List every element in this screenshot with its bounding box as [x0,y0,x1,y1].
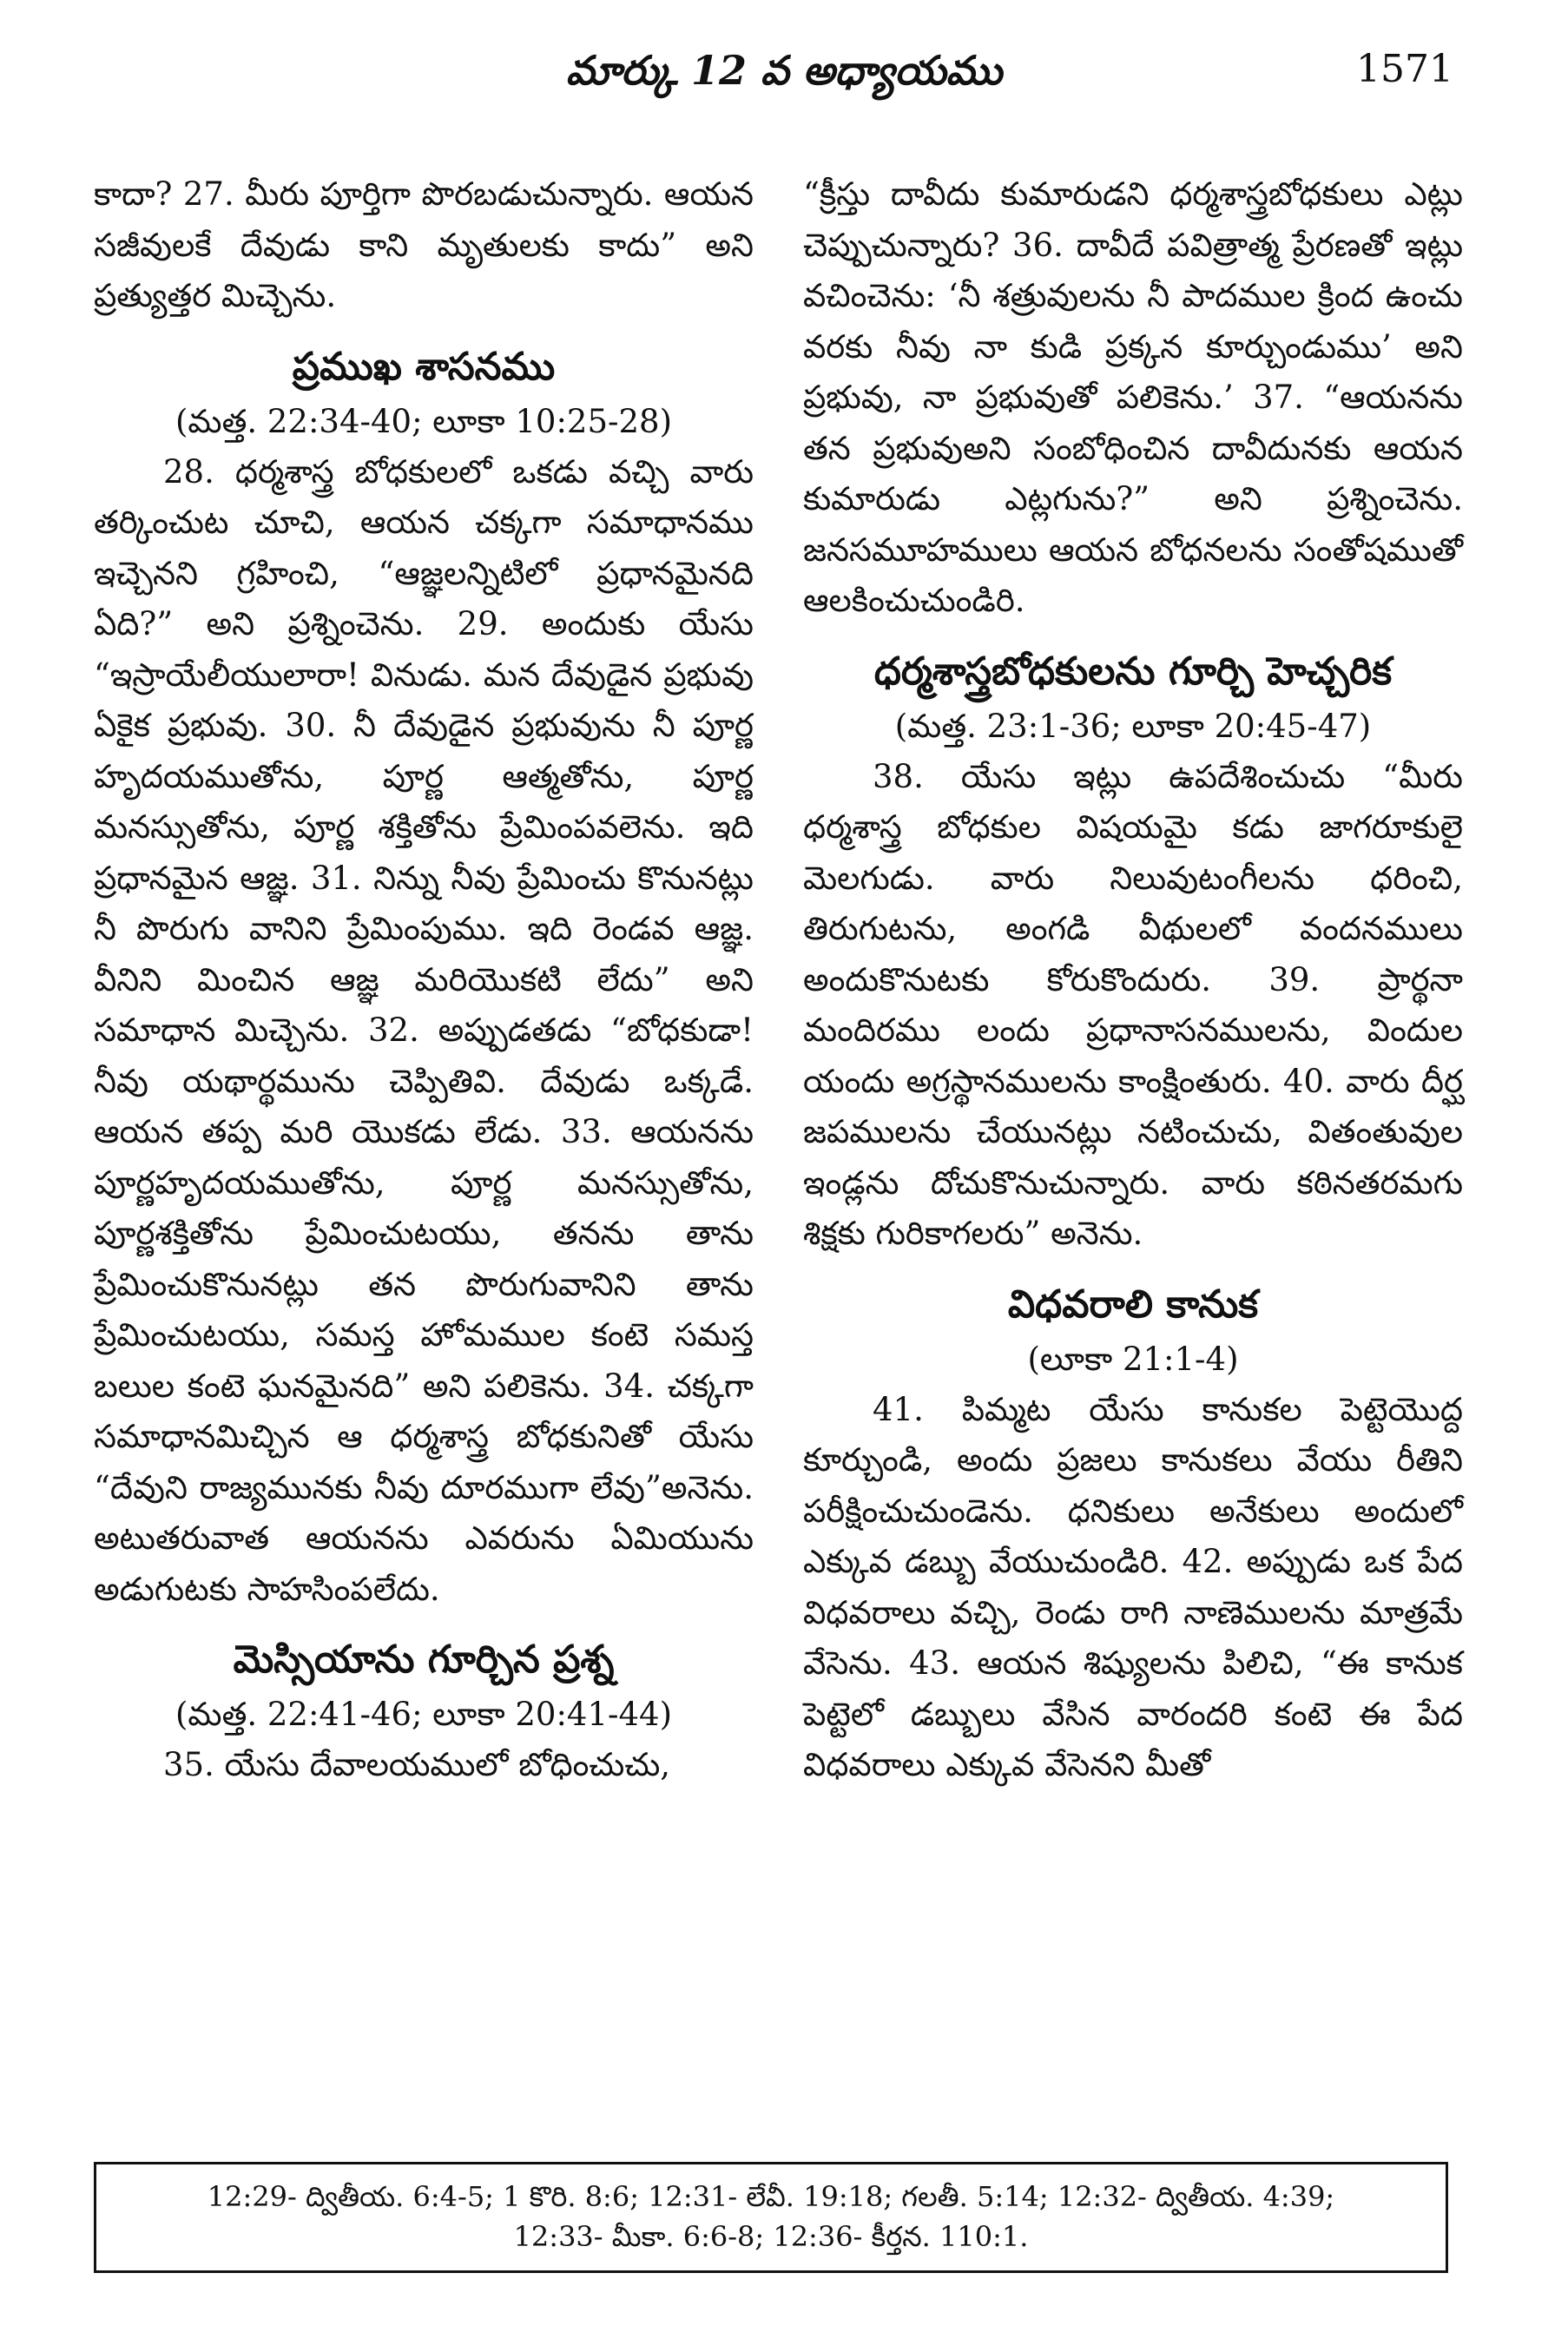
cross-reference: (మత్త. 22:34-40; లూకా 10:25-28) [175,402,673,440]
left-column [94,169,754,1791]
footnote-line: 12:29- ద్వితీయ. 6:4-5; 1 కొరి. 8:6; 12:31- లేవీ. 19:18; గలతీ. 5:14; 12:32- ద్వితీయ. 4:39; [207,2180,1335,2213]
section-heading: ప్రముఖ శాసనము [292,344,556,389]
paragraph: “క్రీస్తు దావీదు కుమారుడని ధర్మశాస్త్రబోధకులు ఎట్లు చెప్పుచున్నారు? 36. దావీదే పవిత్రాత్మ ప్రేరణతో ఇట్లు వచించెను: ‘నీ శత్రువులను నీ పాదముల క్రింద ఉంచు వరకు నీవు నా కుడి ప్రక్కన కూర్చుండుము’ అని ప్రభువు, నా ప్రభువుతో పలికెను.’ 37. “ఆయనను తన ప్రభువుఅని సంబోధించిన దావీదునకు ఆయన కుమారుడు ఎట్లగును?” అని ప్రశ్నించెను. జనసమూహములు ఆయన బోధనలను సంతోషముతో ఆలకించుచుండిరి. [803,175,1463,619]
paragraph: 38. యేసు ఇట్లు ఉపదేశించుచు “మీరు ధర్మశాస్త్ర బోధకుల విషయమై కడు జాగరూకులై మెలగుడు. వారు నిలువుటంగీలను ధరించి, తిరుగుటను, అంగడి వీథులలో వందనములు అందుకొనుటకు కోరుకొందురు. 39. ప్రార్థనా మందిరము లందు ప్రధానాసనములను, విందుల యందు అగ్రస్థానములను కాంక్షింతురు. 40. వారు దీర్ఘ జపములను చేయునట్లు నటించుచు, వితంతువుల ఇండ్లను దోచుకొనుచున్నారు. వారు కఠినతరమగు శిక్షకు గురికాగలరు” అనెను. [803,757,1463,1252]
footnote-line: 12:33- మీకా. 6:6-8; 12:36- కీర్తన. 110:1. [513,2220,1029,2253]
paragraph: కాదా? 27. మీరు పూర్తిగా పొరబడుచున్నారు. ఆయన సజీవులకే దేవుడు కాని మృతులకు కాదు” అని ప్రత్యుత్తర మిచ్చెను. [94,175,754,314]
footnote-box [94,2162,1448,2273]
right-column [803,169,1463,1791]
cross-reference: (లూకా 21:1-4) [1027,1340,1239,1378]
paragraph: 28. ధర్మశాస్త్ర బోధకులలో ఒకడు వచ్చి వారు తర్కించుట చూచి, ఆయన చక్కగా సమాధానము ఇచ్చెనని గ్రహించి, “ఆజ్ఞలన్నిటిలో ప్రధానమైనది ఏది?” అని ప్రశ్నించెను. 29. అందుకు యేసు “ఇస్రాయేలీయులారా! వినుడు. మన దేవుడైన ప్రభువు ఏకైక ప్రభువు. 30. నీ దేవుడైన ప్రభువును నీ పూర్ణ హృదయముతోను, పూర్ణ ఆత్మతోను, పూర్ణ మనస్సుతోను, పూర్ణ శక్తితోను ప్రేమింపవలెను. ఇది ప్రధానమైన ఆజ్ఞ. 31. నిన్ను నీవు ప్రేమించు కొనునట్లు నీ పొరుగు వానిని ప్రేమింపుము. ఇది రెండవ ఆజ్ఞ. వీనిని మించిన ఆజ్ఞ మరియొకటి లేదు” అని సమాధాన మిచ్చెను. 32. అప్పుడతడు “బోధకుడా! నీవు యథార్థమును చెప్పితివి. దేవుడు ఒక్కడే. ఆయన తప్ప మరి యొకడు లేడు. 33. ఆయనను పూర్ణహృదయముతోను, పూర్ణ మనస్సుతోను, పూర్ణశక్తితోను ప్రేమించుటయు, తనను తాను ప్రేమించుకొనునట్లు తన పొరుగువానిని తాను ప్రేమించుటయు, సమస్త హోమముల కంటె సమస్త బలుల కంటె ఘనమైనది” అని పలికెను. 34. చక్కగా సమాధానమిచ్చిన ఆ ధర్మశాస్త్ర బోధకునితో యేసు “దేవుని రాజ్యమునకు నీవు దూరముగా లేవు”అనెను. అటుతరువాత ఆయనను ఎవరును ఏమియును అడుగుటకు సాహసింపలేదు. [94,452,754,1608]
section-heading: విధవరాలి కానుక [1007,1281,1259,1327]
cross-reference: (మత్త. 23:1-36; లూకా 20:45-47) [894,707,1372,745]
paragraph: 41. పిమ్మట యేసు కానుకల పెట్టెయొద్ద కూర్చుండి, అందు ప్రజలు కానుకలు వేయు రీతిని పరీక్షించుచుండెను. ధనికులు అనేకులు అందులో ఎక్కువ డబ్బు వేయుచుండిరి. 42. అప్పుడు ఒక పేద విధవరాలు వచ్చి, రెండు రాగి నాణెములను మాత్రమే వేసెను. 43. ఆయన శిష్యులను పిలిచి, “ఈ కానుక పెట్టెలో డబ్బులు వేసిన వారందరి కంటె ఈ పేద విధవరాలు ఎక్కువ వేసెనని మీతో [803,1390,1463,1783]
section-heading: ధర్మశాస్త్రబోధకులను గూర్చి హెచ్చరిక [873,649,1393,694]
section-heading: మెస్సియాను గూర్చిన ప్రశ్న [233,1637,615,1682]
page-header [0,47,1568,108]
running-title: మార్కు 12 వ అధ్యాయము [565,47,1003,94]
paragraph: 35. యేసు దేవాలయములో బోధించుచు, [163,1746,671,1783]
page-number: 1571 [1356,47,1453,91]
cross-reference: (మత్త. 22:41-46; లూకా 20:41-44) [175,1696,673,1733]
